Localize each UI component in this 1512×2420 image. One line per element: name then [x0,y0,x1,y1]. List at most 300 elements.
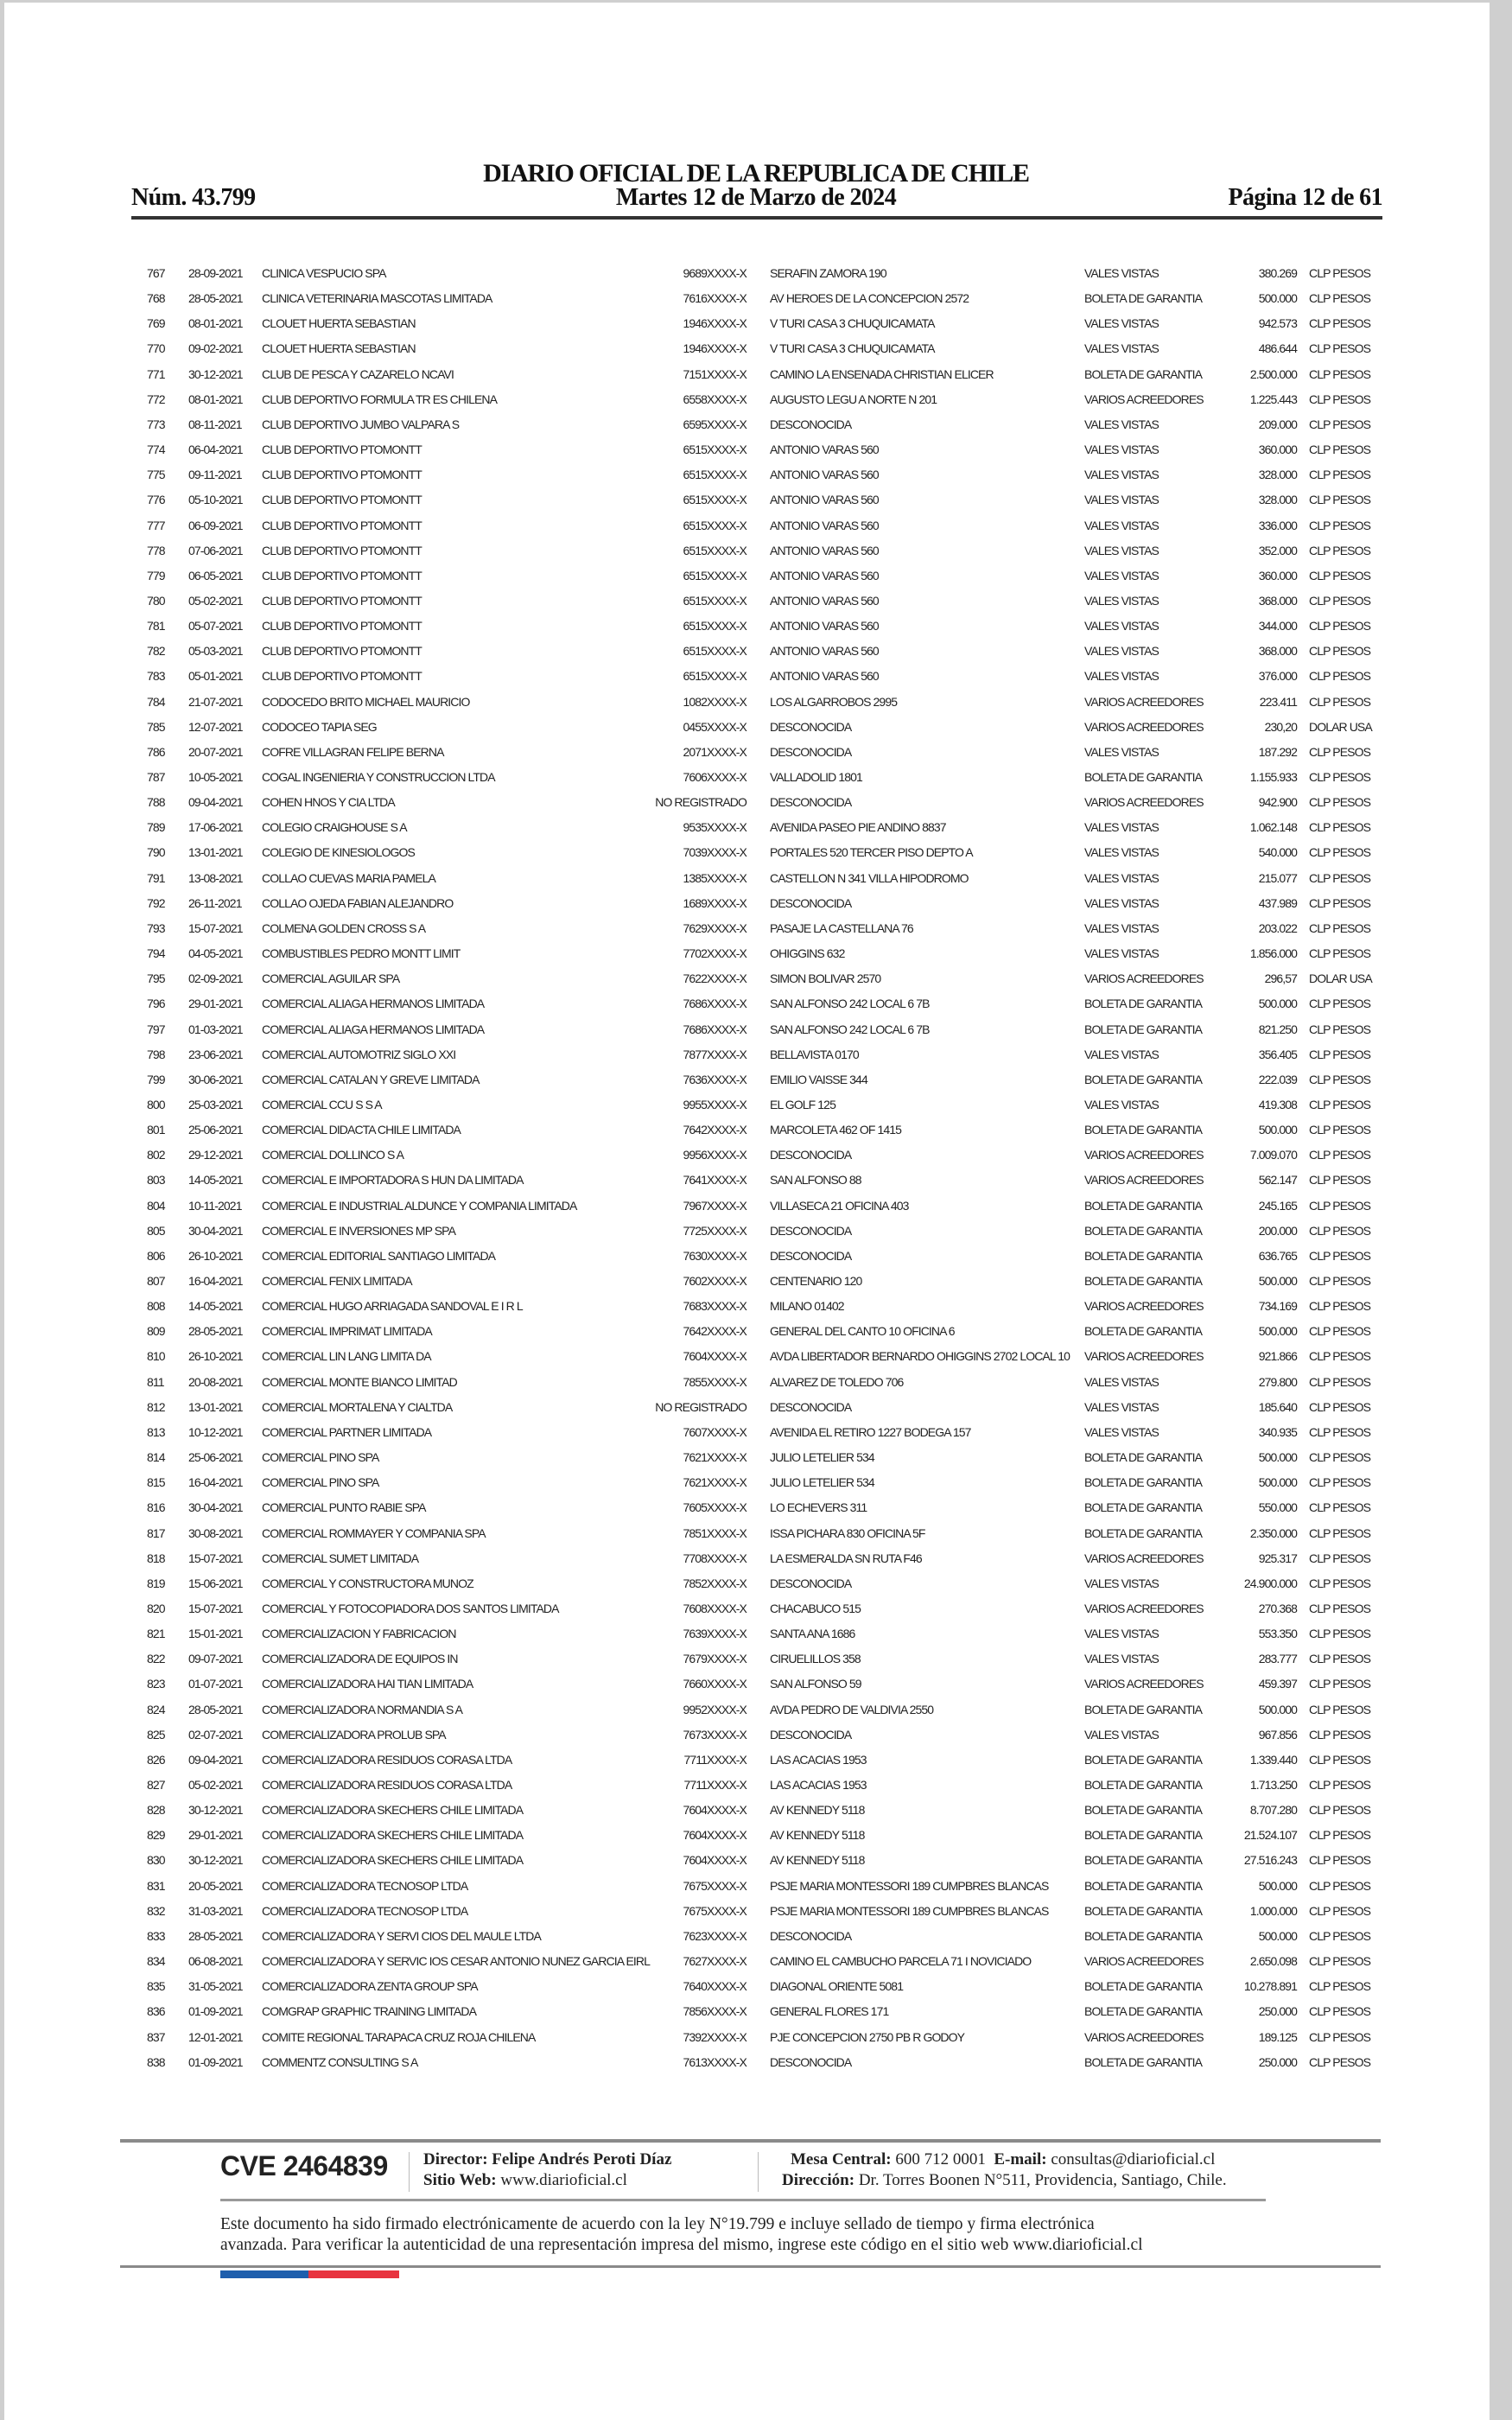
row-amount: 7.009.070 [1249,1148,1297,1162]
row-instrument-type: VALES VISTAS [1084,920,1159,935]
row-name: COMERCIAL EDITORIAL SANTIAGO LIMITADA [262,1248,496,1263]
row-instrument-type: VALES VISTAS [1084,744,1159,759]
row-date: 04-05-2021 [188,946,243,961]
row-date: 26-10-2021 [188,1349,243,1364]
row-instrument-type: BOLETA DE GARANTIA [1084,1903,1203,1918]
row-rut: NO REGISTRADO [655,795,746,810]
phone-number: 600 712 0001 [895,2150,986,2168]
row-address: PASAJE LA CASTELLANA 76 [770,920,913,935]
row-number: 825 [147,1727,165,1742]
row-number: 813 [147,1424,165,1439]
row-amount: 21.524.107 [1243,1828,1297,1843]
row-amount: 636.765 [1258,1248,1297,1263]
row-number: 778 [147,543,165,557]
row-currency: CLP PESOS [1309,669,1371,684]
row-instrument-type: VARIOS ACREEDORES [1084,719,1204,734]
table-row [0,564,1512,589]
row-rut: 7621XXXX-X [683,1450,746,1465]
row-currency: CLP PESOS [1309,770,1371,784]
row-number: 787 [147,770,165,784]
table-row [0,487,1512,513]
row-number: 805 [147,1223,165,1238]
row-instrument-type: VALES VISTAS [1084,870,1159,885]
row-amount: 459.397 [1258,1677,1297,1691]
row-address: JULIO LETELIER 534 [770,1450,874,1465]
row-instrument-type: VALES VISTAS [1084,543,1159,557]
row-address: PORTALES 520 TERCER PISO DEPTO A [770,845,973,860]
director-name: Felipe Andrés Peroti Díaz [492,2150,672,2168]
row-number: 812 [147,1399,165,1414]
row-name: COLMENA GOLDEN CROSS S A [262,920,426,935]
row-number: 832 [147,1903,165,1918]
row-currency: CLP PESOS [1309,1097,1371,1111]
row-currency: CLP PESOS [1309,1198,1371,1213]
row-instrument-type: BOLETA DE GARANTIA [1084,997,1203,1011]
row-date: 30-08-2021 [188,1525,243,1540]
row-address: CENTENARIO 120 [770,1274,862,1288]
row-instrument-type: BOLETA DE GARANTIA [1084,1878,1203,1893]
row-rut: NO REGISTRADO [655,1399,746,1414]
row-number: 767 [147,266,165,280]
row-name: COMERCIAL PUNTO RABIE SPA [262,1500,426,1515]
row-number: 838 [147,2054,165,2069]
row-number: 790 [147,845,165,860]
website-link[interactable]: www.diarioficial.cl [500,2171,627,2189]
table-row [0,462,1512,487]
table-row [0,261,1512,286]
row-currency: CLP PESOS [1309,644,1371,659]
table-row [0,1823,1512,1848]
row-instrument-type: VARIOS ACREEDORES [1084,2029,1204,2044]
row-date: 06-05-2021 [188,568,243,583]
row-rut: 6515XXXX-X [683,568,746,583]
row-rut: 9689XXXX-X [683,266,746,280]
table-row [0,840,1512,865]
row-currency: CLP PESOS [1309,1374,1371,1389]
row-rut: 7607XXXX-X [683,1424,746,1439]
row-date: 15-07-2021 [188,1601,243,1615]
row-currency: CLP PESOS [1309,1853,1371,1868]
row-rut: 6515XXXX-X [683,518,746,532]
row-date: 20-07-2021 [188,744,243,759]
table-row [0,1949,1512,1974]
row-rut: 7640XXXX-X [683,1979,746,1994]
row-address: SAN ALFONSO 242 LOCAL 6 7B [770,1022,930,1036]
row-currency: CLP PESOS [1309,870,1371,885]
table-row [0,1042,1512,1067]
table-row [0,991,1512,1016]
row-date: 01-09-2021 [188,2004,243,2019]
row-instrument-type: VALES VISTAS [1084,593,1159,608]
row-date: 31-05-2021 [188,1979,243,1994]
row-currency: CLP PESOS [1309,1652,1371,1666]
row-name: CLUB DEPORTIVO PTOMONTT [262,543,422,557]
legal-notice-line: avanzada. Para verificar la autenticidad de una representación impresa del mismo, ingrese este código en el sitio web www.diarioficial.cl [220,2236,1143,2254]
row-address: LOS ALGARROBOS 2995 [770,694,898,709]
row-name: COMERCIALIZACION Y FABRICACION [262,1627,456,1641]
row-rut: 7630XXXX-X [683,1248,746,1263]
row-rut: 7642XXXX-X [683,1123,746,1137]
table-row [0,1798,1512,1823]
row-date: 28-05-2021 [188,1928,243,1943]
table-row [0,1672,1512,1697]
row-number: 820 [147,1601,165,1615]
row-amount: 500.000 [1258,1450,1297,1465]
row-name: COMERCIAL PINO SPA [262,1475,379,1490]
row-address: AVDA LIBERTADOR BERNARDO OHIGGINS 2702 LOCAL 10 [770,1349,1070,1364]
row-number: 810 [147,1349,165,1364]
row-instrument-type: VALES VISTAS [1084,468,1159,482]
row-date: 30-04-2021 [188,1223,243,1238]
row-currency: CLP PESOS [1309,1399,1371,1414]
table-row [0,286,1512,311]
table-row [0,1294,1512,1319]
table-row [0,1244,1512,1269]
row-address: SAN ALFONSO 242 LOCAL 6 7B [770,997,930,1011]
flag-stripe-red [308,2270,399,2278]
row-currency: CLP PESOS [1309,1047,1371,1061]
row-number: 797 [147,1022,165,1036]
table-row [0,311,1512,336]
row-date: 29-12-2021 [188,1148,243,1162]
row-instrument-type: BOLETA DE GARANTIA [1084,1324,1203,1339]
row-rut: 6515XXXX-X [683,543,746,557]
row-name: COMERCIAL HUGO ARRIAGADA SANDOVAL E I R L [262,1299,523,1314]
row-rut: 7856XXXX-X [683,2004,746,2019]
row-address: DESCONOCIDA [770,719,852,734]
footer-mid-rule [220,2199,1266,2201]
row-rut: 6515XXXX-X [683,468,746,482]
row-date: 16-04-2021 [188,1274,243,1288]
table-row [0,1999,1512,2024]
row-amount: 250.000 [1258,2004,1297,2019]
row-currency: CLP PESOS [1309,1702,1371,1716]
row-date: 09-11-2021 [188,468,242,482]
row-address: ANTONIO VARAS 560 [770,543,879,557]
table-row [0,2025,1512,2050]
row-name: CLUB DEPORTIVO PTOMONTT [262,568,422,583]
row-number: 826 [147,1752,165,1767]
row-instrument-type: VALES VISTAS [1084,845,1159,860]
office-address: Dr. Torres Boonen N°511, Providencia, Santiago, Chile. [858,2171,1227,2189]
row-date: 21-07-2021 [188,694,243,709]
row-instrument-type: BOLETA DE GARANTIA [1084,770,1203,784]
row-date: 09-04-2021 [188,795,243,810]
row-date: 08-01-2021 [188,392,243,406]
row-instrument-type: VALES VISTAS [1084,946,1159,961]
row-currency: CLP PESOS [1309,266,1371,280]
row-date: 02-07-2021 [188,1727,243,1742]
row-currency: CLP PESOS [1309,1551,1371,1565]
row-address: DESCONOCIDA [770,1248,852,1263]
row-instrument-type: VALES VISTAS [1084,316,1159,331]
row-address: ANTONIO VARAS 560 [770,619,879,634]
table-row [0,513,1512,538]
row-number: 789 [147,820,165,835]
row-instrument-type: VARIOS ACREEDORES [1084,795,1204,810]
table-row [0,664,1512,689]
row-address: DESCONOCIDA [770,895,852,910]
row-date: 14-05-2021 [188,1173,243,1188]
table-row [0,1596,1512,1621]
row-amount: 223.411 [1259,694,1297,709]
row-name: COMERCIAL FENIX LIMITADA [262,1274,412,1288]
table-row [0,1420,1512,1445]
row-instrument-type: BOLETA DE GARANTIA [1084,1450,1203,1465]
row-date: 07-06-2021 [188,543,243,557]
row-name: COMGRAP GRAPHIC TRAINING LIMITADA [262,2004,477,2019]
row-date: 05-02-2021 [188,593,243,608]
row-rut: 7852XXXX-X [683,1576,746,1590]
row-rut: 7686XXXX-X [683,1022,746,1036]
table-row [0,1319,1512,1344]
row-currency: CLP PESOS [1309,316,1371,331]
row-name: COLLAO OJEDA FABIAN ALEJANDRO [262,895,454,910]
row-rut: 7660XXXX-X [683,1677,746,1691]
row-address: ANTONIO VARAS 560 [770,518,879,532]
row-address: MARCOLETA 462 OF 1415 [770,1123,902,1137]
row-name: CODOCEO TAPIA SEG [262,719,377,734]
row-number: 815 [147,1475,165,1490]
row-instrument-type: BOLETA DE GARANTIA [1084,1022,1203,1036]
row-amount: 328.000 [1258,493,1297,507]
row-currency: CLP PESOS [1309,1803,1371,1818]
row-currency: CLP PESOS [1309,341,1371,356]
row-currency: DOLAR USA [1309,971,1372,986]
row-address: GENERAL FLORES 171 [770,2004,889,2019]
row-currency: CLP PESOS [1309,1601,1371,1615]
row-rut: 7675XXXX-X [683,1878,746,1893]
row-number: 800 [147,1097,165,1111]
row-instrument-type: VALES VISTAS [1084,820,1159,835]
row-name: COMERCIAL ALIAGA HERMANOS LIMITADA [262,1022,485,1036]
row-date: 14-05-2021 [188,1299,243,1314]
table-row [0,1974,1512,1999]
row-rut: 7686XXXX-X [683,997,746,1011]
row-currency: CLP PESOS [1309,895,1371,910]
row-amount: 283.777 [1258,1652,1297,1666]
row-number: 814 [147,1450,165,1465]
row-currency: CLP PESOS [1309,1727,1371,1742]
row-instrument-type: VALES VISTAS [1084,493,1159,507]
row-name: COMERCIAL AUTOMOTRIZ SIGLO XXI [262,1047,456,1061]
director-line: Director: Felipe Andrés Peroti Díaz [423,2150,672,2168]
row-number: 808 [147,1299,165,1314]
row-currency: CLP PESOS [1309,845,1371,860]
footer-divider [758,2152,759,2192]
legal-notice [220,2214,1283,2256]
row-date: 28-05-2021 [188,291,243,306]
row-address: CASTELLON N 341 VILLA HIPODROMO [770,870,969,885]
row-number: 817 [147,1525,165,1540]
table-row [0,1621,1512,1646]
row-address: LAS ACACIAS 1953 [770,1778,867,1792]
row-currency: CLP PESOS [1309,1148,1371,1162]
row-rut: 7621XXXX-X [683,1475,746,1490]
row-name: COMERCIALIZADORA ZENTA GROUP SPA [262,1979,478,1994]
row-name: CLUB DE PESCA Y CAZARELO NCAVI [262,366,454,381]
row-date: 02-09-2021 [188,971,243,986]
row-name: COMERCIAL E IMPORTADORA S HUN DA LIMITADA [262,1173,524,1188]
row-rut: 7392XXXX-X [683,2029,746,2044]
row-amount: 360.000 [1258,568,1297,583]
row-address: ANTONIO VARAS 560 [770,468,879,482]
row-amount: 500.000 [1258,1928,1297,1943]
row-currency: CLP PESOS [1309,920,1371,935]
row-rut: 7639XXXX-X [683,1627,746,1641]
row-date: 13-08-2021 [188,870,243,885]
row-rut: 7636XXXX-X [683,1072,746,1086]
row-address: SIMON BOLIVAR 2570 [770,971,881,986]
row-date: 08-01-2021 [188,316,243,331]
row-instrument-type: VALES VISTAS [1084,266,1159,280]
row-name: CLINICA VESPUCIO SPA [262,266,386,280]
cve-code: CVE 2464839 [220,2150,388,2181]
row-rut: 6595XXXX-X [683,417,746,431]
row-amount: 500.000 [1258,1475,1297,1490]
table-row [0,1521,1512,1546]
row-date: 10-05-2021 [188,770,243,784]
row-currency: CLP PESOS [1309,1500,1371,1515]
row-number: 827 [147,1778,165,1792]
table-row [0,1848,1512,1873]
row-amount: 376.000 [1258,669,1297,684]
row-amount: 189.125 [1258,2029,1297,2044]
row-name: COMERCIALIZADORA NORMANDIA S A [262,1702,463,1716]
row-number: 818 [147,1551,165,1565]
row-instrument-type: BOLETA DE GARANTIA [1084,1223,1203,1238]
row-number: 821 [147,1627,165,1641]
row-amount: 500.000 [1258,1123,1297,1137]
row-amount: 203.022 [1258,920,1297,935]
row-date: 09-04-2021 [188,1752,243,1767]
row-amount: 486.644 [1258,341,1297,356]
row-amount: 1.713.250 [1249,1778,1297,1792]
row-currency: CLP PESOS [1309,366,1371,381]
row-rut: 7708XXXX-X [683,1551,746,1565]
row-name: CLUB DEPORTIVO PTOMONTT [262,518,422,532]
row-amount: 1.856.000 [1249,946,1297,961]
table-row [0,1470,1512,1495]
table-row [0,1723,1512,1748]
row-number: 785 [147,719,165,734]
row-amount: 1.062.148 [1249,820,1297,835]
row-currency: CLP PESOS [1309,619,1371,634]
row-currency: CLP PESOS [1309,1274,1371,1288]
row-address: SANTA ANA 1686 [770,1627,855,1641]
row-name: CLUB DEPORTIVO PTOMONTT [262,593,422,608]
row-address: AV KENNEDY 5118 [770,1853,865,1868]
row-rut: 7683XXXX-X [683,1299,746,1314]
row-currency: CLP PESOS [1309,291,1371,306]
row-address: EMILIO VAISSE 344 [770,1072,867,1086]
row-address: OHIGGINS 632 [770,946,845,961]
row-currency: CLP PESOS [1309,1928,1371,1943]
row-currency: CLP PESOS [1309,2029,1371,2044]
row-address: V TURI CASA 3 CHUQUICAMATA [770,341,935,356]
table-row [0,891,1512,916]
row-date: 15-06-2021 [188,1576,243,1590]
row-name: COMERCIALIZADORA RESIDUOS CORASA LTDA [262,1752,512,1767]
row-name: COMERCIALIZADORA DE EQUIPOS IN [262,1652,458,1666]
row-name: COMERCIALIZADORA SKECHERS CHILE LIMITADA [262,1853,524,1868]
row-amount: 360.000 [1258,443,1297,457]
row-name: COMERCIALIZADORA TECNOSOP LTDA [262,1878,468,1893]
row-number: 835 [147,1979,165,1994]
row-address: ANTONIO VARAS 560 [770,493,879,507]
row-number: 793 [147,920,165,935]
row-name: COMERCIALIZADORA TECNOSOP LTDA [262,1903,468,1918]
table-row [0,941,1512,966]
row-amount: 368.000 [1258,593,1297,608]
row-amount: 942.900 [1258,795,1297,810]
row-number: 809 [147,1324,165,1339]
row-name: COMERCIAL CATALAN Y GREVE LIMITADA [262,1072,480,1086]
email-link[interactable]: consultas@diarioficial.cl [1051,2150,1216,2168]
table-row [0,1067,1512,1092]
row-instrument-type: VALES VISTAS [1084,1424,1159,1439]
row-rut: 7606XXXX-X [683,770,746,784]
row-name: COMERCIALIZADORA SKECHERS CHILE LIMITADA [262,1828,524,1843]
header-rule [131,216,1382,220]
row-instrument-type: VALES VISTAS [1084,1652,1159,1666]
row-amount: 344.000 [1258,619,1297,634]
row-address: PSJE MARIA MONTESSORI 189 CUMPBRES BLANCAS [770,1903,1049,1918]
row-rut: 7702XXXX-X [683,946,746,961]
row-currency: CLP PESOS [1309,1752,1371,1767]
row-currency: CLP PESOS [1309,997,1371,1011]
row-address: DESCONOCIDA [770,744,852,759]
row-date: 29-01-2021 [188,997,243,1011]
row-number: 780 [147,593,165,608]
row-number: 772 [147,392,165,406]
table-row [0,790,1512,815]
row-currency: CLP PESOS [1309,392,1371,406]
row-address: DESCONOCIDA [770,1727,852,1742]
row-address: DESCONOCIDA [770,417,852,431]
row-address: SERAFIN ZAMORA 190 [770,266,886,280]
row-date: 05-01-2021 [188,669,243,684]
row-name: CLOUET HUERTA SEBASTIAN [262,341,416,356]
row-number: 782 [147,644,165,659]
row-currency: CLP PESOS [1309,1475,1371,1490]
row-rut: 7605XXXX-X [683,1500,746,1515]
row-number: 834 [147,1954,165,1969]
row-address: JULIO LETELIER 534 [770,1475,874,1490]
row-number: 783 [147,669,165,684]
row-currency: CLP PESOS [1309,795,1371,810]
row-rut: 7622XXXX-X [683,971,746,986]
row-amount: 562.147 [1258,1173,1297,1188]
row-address: LAS ACACIAS 1953 [770,1752,867,1767]
row-name: COLEGIO CRAIGHOUSE S A [262,820,407,835]
table-row [0,1646,1512,1672]
row-number: 781 [147,619,165,634]
row-amount: 187.292 [1258,744,1297,759]
row-number: 794 [147,946,165,961]
row-name: COMERCIAL CCU S S A [262,1097,382,1111]
row-currency: CLP PESOS [1309,1324,1371,1339]
table-row [0,1017,1512,1042]
row-rut: 1385XXXX-X [683,870,746,885]
row-currency: CLP PESOS [1309,1627,1371,1641]
table-row [0,614,1512,639]
row-currency: CLP PESOS [1309,593,1371,608]
row-date: 15-07-2021 [188,1551,243,1565]
row-rut: 9952XXXX-X [683,1702,746,1716]
row-number: 786 [147,744,165,759]
row-number: 775 [147,468,165,482]
